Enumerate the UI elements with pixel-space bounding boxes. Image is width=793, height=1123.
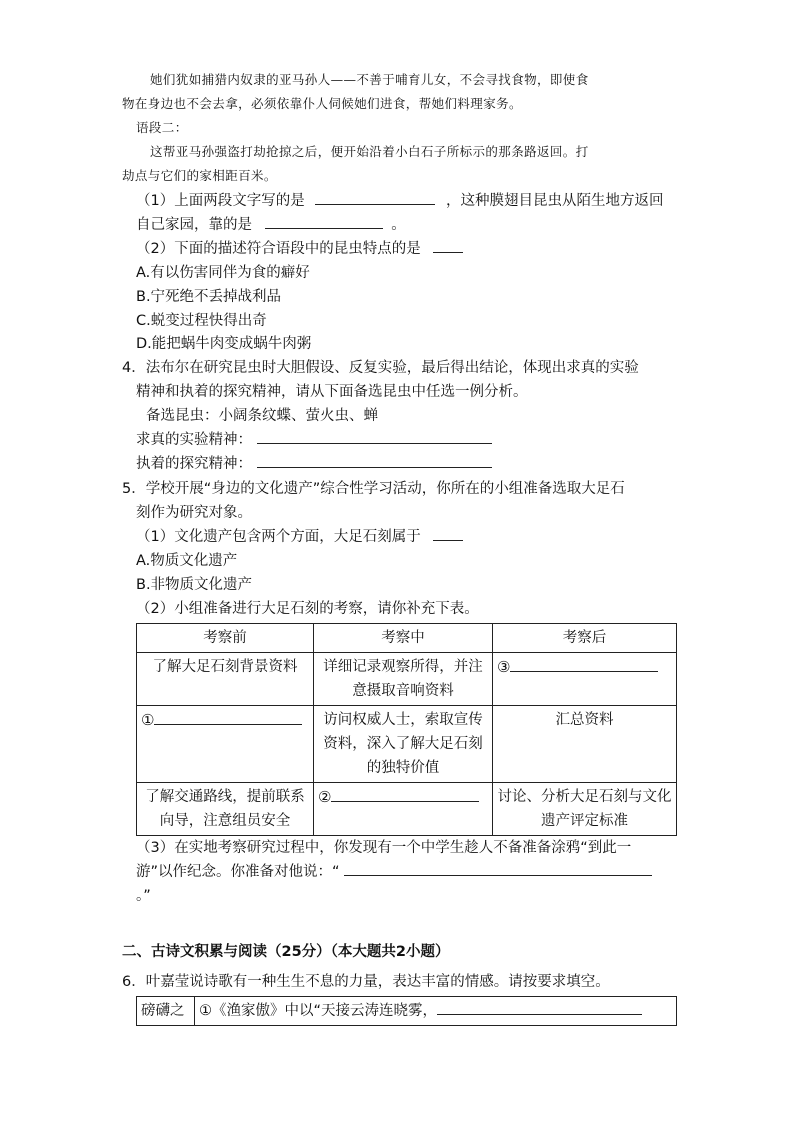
cell-r1-before: 了解大足石刻背景资料 xyxy=(137,653,314,706)
q5-part3-line1: （3）在实地考察研究过程中，你发现有一个中学生趁人不备准备涂鸦“到此一 xyxy=(136,840,632,856)
q3-answer-insect-blank[interactable] xyxy=(315,190,435,205)
header-after: 考察后 xyxy=(493,624,677,653)
marker-3: ③ xyxy=(497,658,511,676)
table-header-row xyxy=(137,624,677,653)
poem-cell-content xyxy=(195,997,677,1026)
blank-1[interactable] xyxy=(154,710,302,725)
q4-line1: 4．法布尔在研究昆虫时大胆假设、反复实验，最后得出结论，体现出求真的实验 xyxy=(122,360,639,376)
poem-cell-label: 磅礴之 xyxy=(137,997,195,1026)
section2-title: 二、古诗文积累与阅读（25分）（本大题共2小题） xyxy=(122,944,450,960)
passage2-label: 语段二： xyxy=(136,120,188,135)
q3-option-a: A.有以伤害同伴为食的癖好 xyxy=(136,265,310,281)
cell-r2-during: 访问权威人士，索取宣传资料，深入了解大足石刻的独特价值 xyxy=(314,706,493,783)
q3-part2-answer-blank[interactable] xyxy=(433,238,463,253)
passage2-line2: 劫点与它们的家相距百米。 xyxy=(122,168,277,183)
q3-option-b: B.宁死绝不丢掉战利品 xyxy=(136,289,282,305)
poem-cell-text: ①《渔家傲》中以“天接云涛连晓雾， xyxy=(199,1003,438,1019)
marker-2: ② xyxy=(318,788,332,806)
poem-blank[interactable] xyxy=(437,1000,642,1015)
q4-persist-label: 执着的探究精神： xyxy=(136,456,252,472)
q4-truth-blank[interactable] xyxy=(257,429,492,444)
q5-part1-text: （1）文化遗产包含两个方面，大足石刻属于 xyxy=(136,529,421,545)
cell-r3-after: 讨论、分析大足石刻与文化遗产评定标准 xyxy=(493,783,677,836)
q5-part1-answer-blank[interactable] xyxy=(433,526,463,541)
header-before: 考察前 xyxy=(137,624,314,653)
q5-part1 xyxy=(136,525,463,546)
q6-line: 6．叶嘉莹说诗歌有一种生生不息的力量，表达丰富的情感。请按要求填空。 xyxy=(122,974,610,990)
q4-persist-blank[interactable] xyxy=(257,453,492,468)
cell-r2-before xyxy=(137,706,314,783)
q5-part3-text-b: 游”以作纪念。你准备对他说：“ xyxy=(136,864,340,880)
q3-option-d: D.能把蜗牛肉变成蜗牛肉粥 xyxy=(136,336,312,352)
passage1-line1: 她们犹如捕猎内奴隶的亚马孙人——不善于哺育儿女，不会寻找食物，即使食 xyxy=(150,72,589,87)
q3-part1-text-d: 。 xyxy=(391,217,406,233)
table-row xyxy=(137,653,677,706)
table-row xyxy=(137,997,677,1026)
q3-part2 xyxy=(136,237,463,258)
q4-candidates: 备选昆虫：小阔条纹蝶、萤火虫、蝉 xyxy=(146,408,378,424)
q4-truth-label: 求真的实验精神： xyxy=(136,432,252,448)
q3-part1-text-b: ，这种膜翅目昆虫从陌生地方返回 xyxy=(445,193,664,209)
q4-line2: 精神和执着的探究精神，请从下面备选昆虫中任选一例分析。 xyxy=(136,384,528,400)
q5-part3-line2 xyxy=(136,860,652,881)
marker-1: ① xyxy=(141,711,155,729)
cell-r1-during: 详细记录观察所得，并注意摄取音响资料 xyxy=(314,653,493,706)
q3-answer-method-blank[interactable] xyxy=(265,214,383,229)
passage2-line1: 这帮亚马孙强盗打劫抢掠之后，便开始沿着小白石子所标示的那条路返回。打 xyxy=(150,144,589,159)
q5-option-b: B.非物质文化遗产 xyxy=(136,577,253,593)
q5-part2: （2）小组准备进行大足石刻的考察，请你补充下表。 xyxy=(136,601,479,617)
q5-option-a: A.物质文化遗产 xyxy=(136,553,238,569)
cell-r3-during xyxy=(314,783,493,836)
q4-persist-row xyxy=(136,452,492,473)
cell-r1-after xyxy=(493,653,677,706)
q3-part1-text-c: 自己家园，靠的是 xyxy=(136,217,252,233)
header-during: 考察中 xyxy=(314,624,493,653)
q3-part1-text-a: （1）上面两段文字写的是 xyxy=(136,193,305,209)
q5-line1: 5．学校开展“身边的文化遗产”综合性学习活动，你所在的小组准备选取大足石 xyxy=(122,481,625,497)
blank-3[interactable] xyxy=(510,657,658,672)
cell-r2-after: 汇总资料 xyxy=(493,706,677,783)
cell-r3-before: 了解交通路线，提前联系向导，注意组员安全 xyxy=(137,783,314,836)
q4-truth-row xyxy=(136,428,492,449)
q5-part3-end: 。” xyxy=(136,888,151,904)
q5-part3-blank[interactable] xyxy=(344,861,652,876)
survey-table xyxy=(136,623,677,836)
blank-2[interactable] xyxy=(331,787,479,802)
q3-part1-line1 xyxy=(136,189,663,210)
q5-line2: 刻作为研究对象。 xyxy=(136,505,252,521)
table-row xyxy=(137,706,677,783)
q3-part2-text: （2）下面的描述符合语段中的昆虫特点的是 xyxy=(136,241,421,257)
q3-part1-line2 xyxy=(136,213,406,234)
table-row xyxy=(137,783,677,836)
passage1-line2: 物在身边也不会去拿，必须依靠仆人伺候她们进食，帮她们料理家务。 xyxy=(122,96,522,111)
q3-option-c: C.蜕变过程快得出奇 xyxy=(136,313,267,329)
poem-table xyxy=(136,996,677,1026)
